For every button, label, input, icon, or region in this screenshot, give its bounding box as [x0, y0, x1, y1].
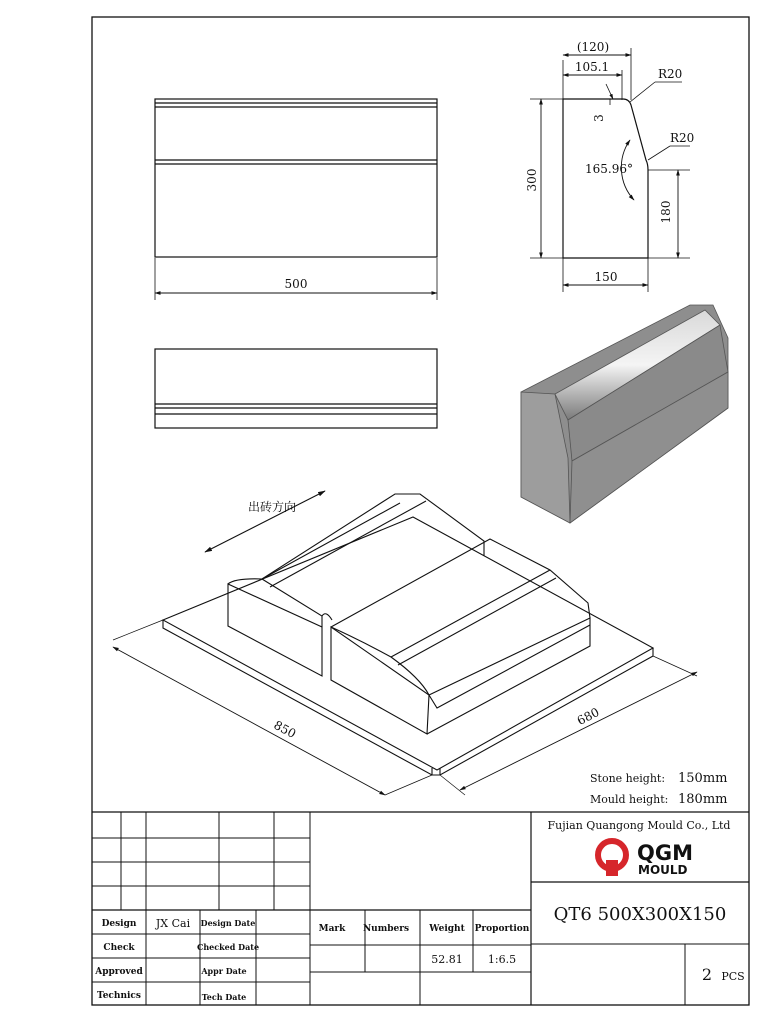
- qgm-logo: [598, 841, 693, 877]
- col-mark: Mark: [318, 924, 346, 934]
- row-label-approved: Approved: [95, 967, 143, 977]
- mould-height-label: Mould height:: [590, 793, 669, 806]
- stone-height-value: 150mm: [678, 771, 728, 786]
- dim-3: 3: [592, 114, 606, 122]
- dim-850: 850: [271, 717, 299, 742]
- dim-105: 105.1: [574, 60, 610, 74]
- logo-text: QGM: [637, 841, 693, 865]
- col-numbers: Numbers: [362, 924, 410, 934]
- design-date-label: Design Date: [200, 918, 256, 928]
- col-weight: Weight: [429, 924, 465, 934]
- row-label-technics: Technics: [97, 991, 141, 1001]
- checked-date-label: Checked Date: [196, 942, 260, 952]
- stone-height-label: Stone height:: [590, 772, 666, 785]
- notes: [590, 771, 727, 807]
- front-view: [155, 99, 437, 300]
- dim-180: 180: [659, 200, 673, 224]
- dim-r20-top: R20: [658, 67, 683, 81]
- logo-subtext: MOULD: [638, 863, 688, 877]
- dim-680: 680: [574, 704, 602, 728]
- designer-name: JX Cai: [155, 917, 191, 930]
- block-3d-render: [521, 305, 728, 523]
- direction-label: 出砖方向: [248, 500, 297, 514]
- dim-r20-mid: R20: [670, 131, 695, 145]
- top-view: [155, 349, 437, 428]
- quantity-unit: PCS: [721, 970, 745, 983]
- dim-150: 150: [594, 270, 618, 284]
- tech-date-label: Tech Date: [201, 992, 247, 1002]
- dim-300: 300: [525, 168, 539, 192]
- quantity-value: 2: [701, 965, 713, 984]
- dim-500: 500: [284, 277, 308, 291]
- appr-date-label: Appr Date: [201, 966, 247, 976]
- mould-height-value: 180mm: [678, 792, 728, 807]
- dim-120: (120): [576, 40, 610, 54]
- drawing-title: QT6 500X300X150: [553, 904, 727, 925]
- proportion-value: 1:6.5: [487, 953, 517, 966]
- mould-isometric: [113, 491, 697, 795]
- row-label-design: Design: [101, 919, 137, 929]
- col-proportion: Proportion: [474, 924, 530, 934]
- weight-value: 52.81: [431, 953, 463, 966]
- company-name: Fujian Quangong Mould Co., Ltd: [547, 819, 731, 832]
- row-label-check: Check: [103, 943, 135, 953]
- dim-angle: 165.96°: [585, 162, 633, 176]
